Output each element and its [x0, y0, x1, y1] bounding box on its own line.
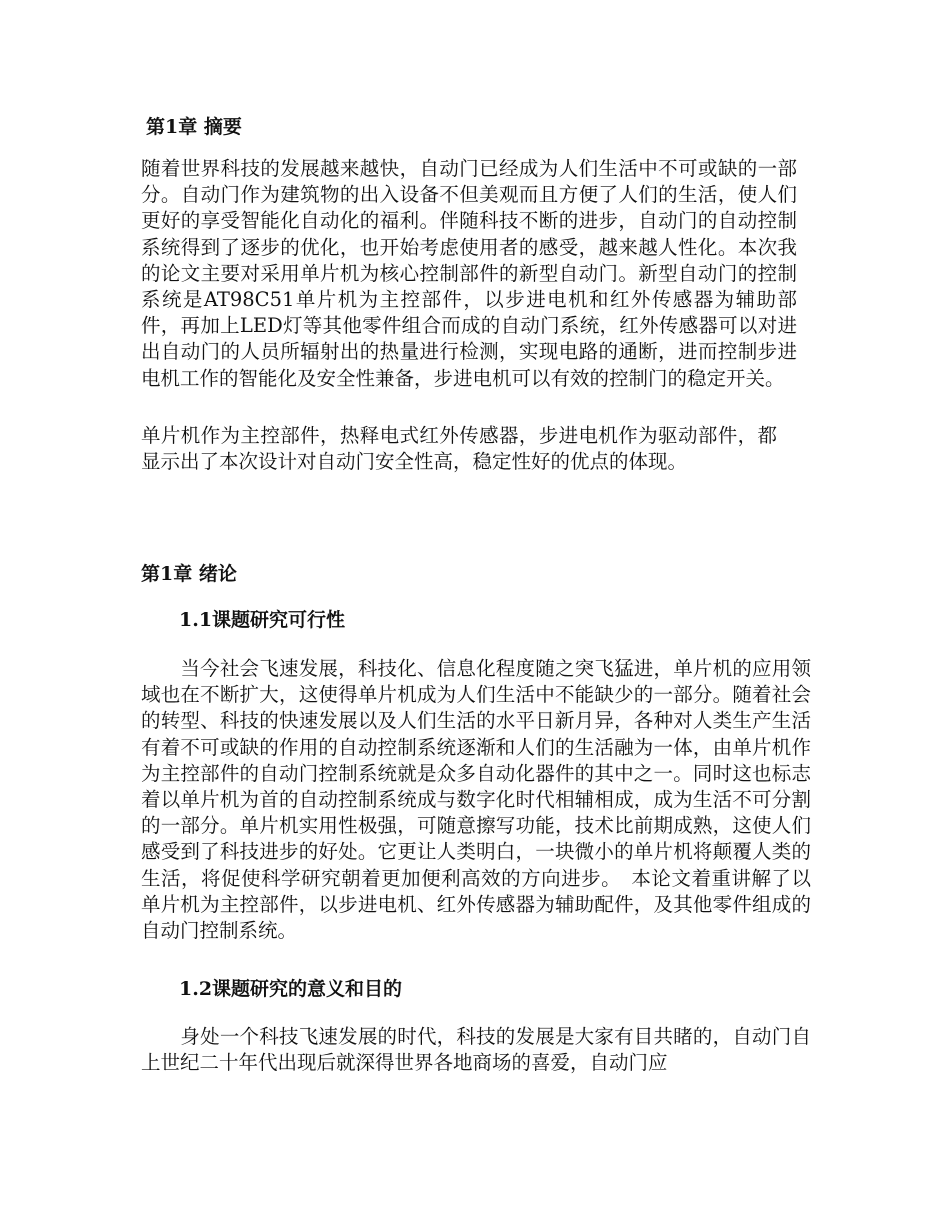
introduction-heading: 第1章 绪论: [141, 563, 237, 585]
section-1-2-title: 1.2课题研究的意义和目的: [179, 978, 403, 1000]
section-1-2-paragraph: 身处一个科技飞速发展的时代，科技的发展是大家有目共睹的，自动门自上世纪二十年代出现后就深得世界各地商场的喜爱，自动门应: [141, 1025, 811, 1075]
abstract-paragraph-2: 单片机作为主控部件，热释电式红外传感器，步进电机作为驱动部件，都显示出了本次设计对自动门安全性高，稳定性好的优点的体现。: [141, 424, 777, 474]
section-1-1-title: 1.1课题研究可行性: [179, 609, 346, 631]
section-1-1-paragraph: 当今社会飞速发展，科技化、信息化程度随之突飞猛进，单片机的应用领域也在不断扩大，这使得单片机成为人们生活中不能缺少的一部分。随着社会的转型、科技的快速发展以及人们生活的水平日新月异，各种对人类生产生活有着不可或缺的作用的自动控制系统逐渐和人们的生活融为一体，由单片机作为主控部件的自动门控制系统就是众多自动化器件的其中之一。同时这也标志着以单片机为首的自动控制系统成与数字化时代相辅相成，成为生活不可分割的一部分。单片机实用性极强，可随意擦写功能，技术比前期成熟，这使人们感受到了科技进步的好处。它更让人类明白，一块微小的单片机将颠覆人类的生活，将促使科学研究朝着更加便利高效的方向进步。 本论文着重讲解了以单片机为主控部件，以步进电机、红外传感器为辅助配件，及其他零件组成的自动门控制系统。: [141, 657, 811, 943]
abstract-heading: 第1章 摘要: [146, 116, 242, 138]
abstract-paragraph-1: 随着世界科技的发展越来越快，自动门已经成为人们生活中不可或缺的一部分。自动门作为建筑物的出入设备不但美观而且方便了人们的生活，使人们更好的享受智能化自动化的福利。伴随科技不断的进步，自动门的自动控制系统得到了逐步的优化，也开始考虑使用者的感受，越来越人性化。本次我的论文主要对采用单片机为核心控制部件的新型自动门。新型自动门的控制系统是AT98C51单片机为主控部件，以步进电机和红外传感器为辅助部件，再加上LED灯等其他零件组合而成的自动门系统，红外传感器可以对进出自动门的人员所辐射出的热量进行检测，实现电路的通断，进而控制步进电机工作的智能化及安全性兼备，步进电机可以有效的控制门的稳定开关。: [141, 157, 797, 390]
